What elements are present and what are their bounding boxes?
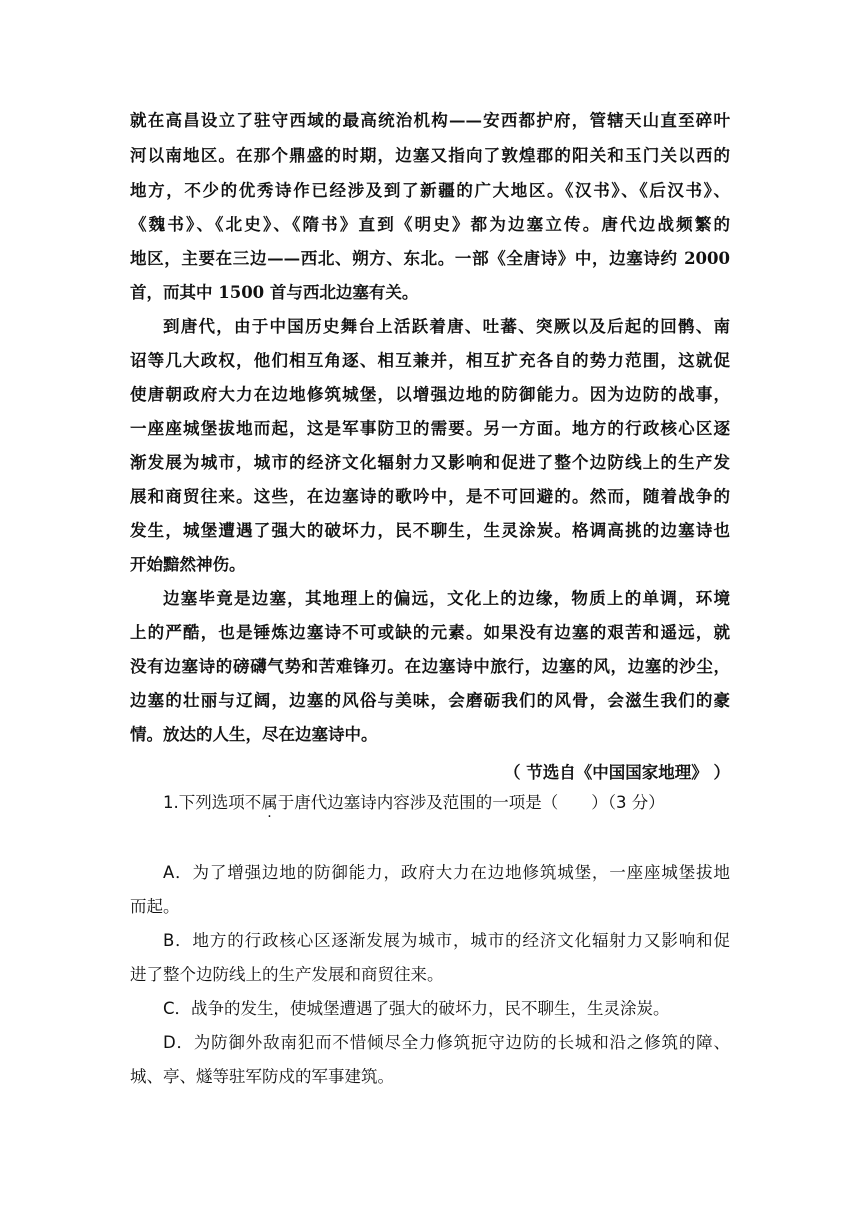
- option-a-line: A．为了增强边地的防御能力，政府大力在边地修筑城堡，一座座城堡拔地: [163, 863, 730, 882]
- passage-line: 《魏书》、《北史》、《隋书》直到《明史》都为边塞立传。唐代边战频繁的: [130, 215, 730, 234]
- passage-line: 上的严酷，也是锤炼边塞诗不可或缺的元素。如果没有边塞的艰苦和遥远，就: [130, 623, 730, 642]
- passage-line: 到唐代，由于中国历史舞台上活跃着唐、吐蕃、突厥以及后起的回鹘、南: [163, 317, 730, 336]
- passage-line: 地方，不少的优秀诗作已经涉及到了新疆的广大地区。《汉书》、《后汉书》、: [130, 181, 730, 200]
- question-emphasis: 不属于: [244, 793, 295, 812]
- option-a-line: 而起。: [130, 897, 180, 916]
- passage-line: 渐发展为城市，城市的经济文化辐射力又影响和促进了整个边防线上的生产发: [130, 453, 730, 472]
- option-b-line: B．地方的行政核心区逐渐发展为城市，城市的经济文化辐射力又影响和促: [163, 931, 730, 950]
- passage-line: 没有边塞诗的磅礴气势和苦难锋刃。在边塞诗中旅行，边塞的风，边塞的沙尘，: [130, 657, 730, 676]
- passage-line: 展和商贸往来。这些，在边塞诗的歌吟中，是不可回避的。然而，随着战争的: [130, 487, 730, 506]
- passage-line: 使唐朝政府大力在边地修筑城堡，以增强边地的防御能力。因为边防的战事，: [130, 385, 730, 404]
- passage-line: 诏等几大政权，他们相互角逐、相互兼并，相互扩充各自的势力范围，这就促: [130, 351, 730, 370]
- passage-source: （ 节选自《中国国家地理》 ）: [504, 763, 730, 782]
- option-b-line: 进了整个边防线上的生产发展和商贸往来。: [130, 965, 444, 984]
- question-stem: [163, 793, 730, 813]
- passage-line: 就在高昌设立了驻守西域的最高统治机构——安西都护府，管辖天山直至碎叶: [130, 111, 730, 130]
- passage-line: 情。放达的人生，尽在边塞诗中。: [130, 725, 378, 744]
- passage-line: 边塞毕竟是边塞，其地理上的偏远，文化上的边缘，物质上的单调，环境: [163, 589, 730, 608]
- option-d-line: 城、亭、燧等驻军防戍的军事建筑。: [130, 1067, 394, 1086]
- passage-line: 地区，主要在三边——西北、朔方、东北。一部《全唐诗》中，边塞诗约 2000: [130, 249, 730, 268]
- option-d-line: D．为防御外敌南犯而不惜倾尽全力修筑扼守边防的长城和沿之修筑的障、: [163, 1033, 730, 1052]
- question-suffix: 唐代边塞诗内容涉及范围的一项是（ ）（3 分）: [294, 793, 665, 812]
- passage-line: 河以南地区。在那个鼎盛的时期，边塞又指向了敦煌郡的阳关和玉门关以西的: [130, 146, 730, 165]
- question-prefix: 1.下列选项: [163, 793, 245, 812]
- passage-line: 边塞的壮丽与辽阔，边塞的风俗与美味，会磨砺我们的风骨，会滋生我们的豪: [130, 691, 730, 710]
- passage-line: 一座座城堡拔地而起，这是军事防卫的需要。另一方面。地方的行政核心区逐: [130, 419, 730, 438]
- passage-line: 开始黯然神伤。: [130, 555, 246, 574]
- passage-line: 首，而其中 1500 首与西北边塞有关。: [130, 283, 419, 302]
- option-c-line: C．战争的发生，使城堡遭遇了强大的破坏力，民不聊生，生灵涂炭。: [163, 999, 670, 1018]
- passage-line: 发生，城堡遭遇了强大的破坏力，民不聊生，生灵涂炭。格调高挑的边塞诗也: [130, 521, 730, 540]
